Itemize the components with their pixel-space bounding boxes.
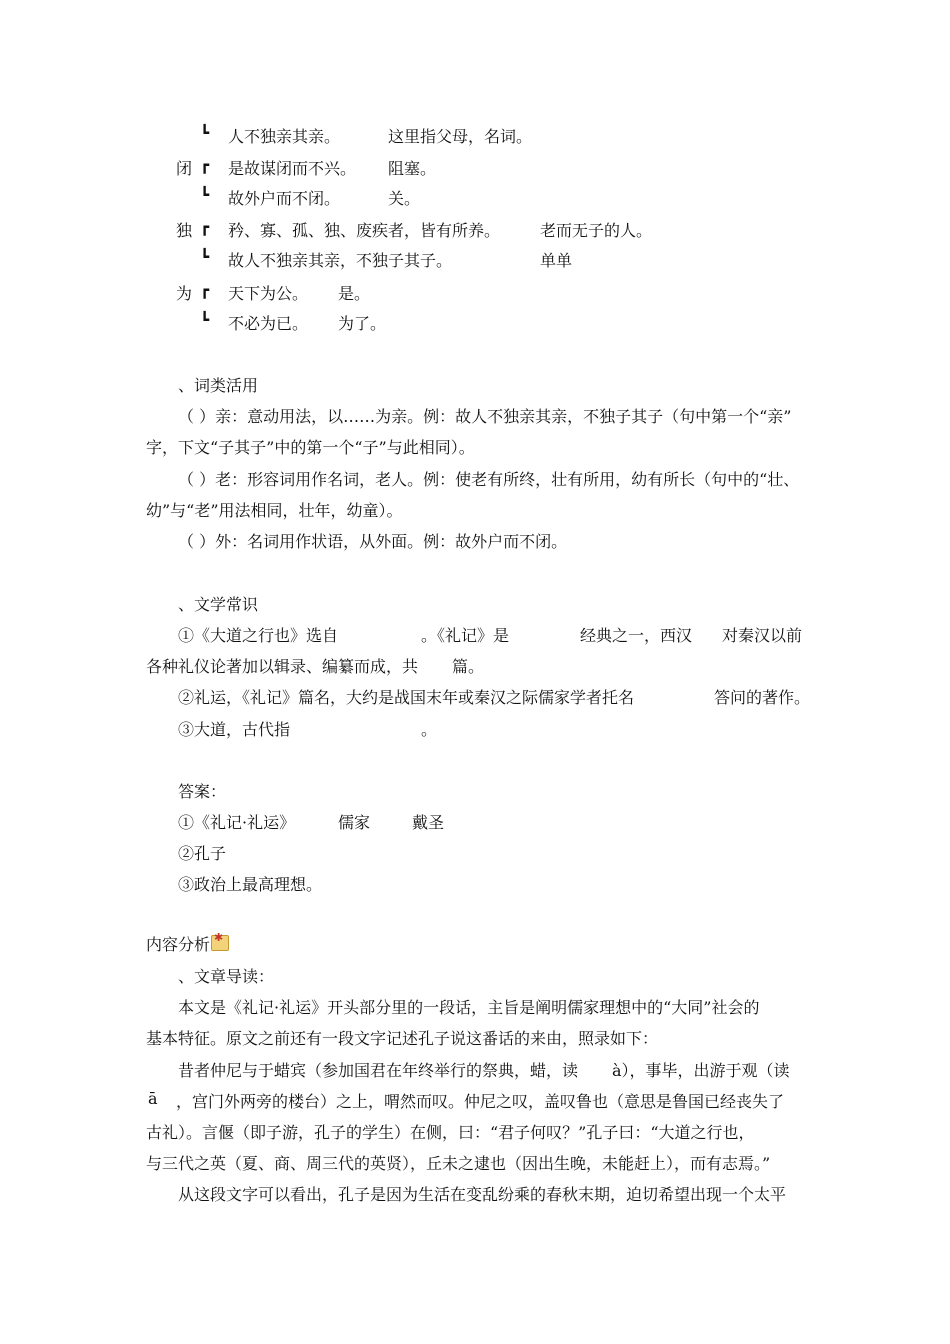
paragraph-line: ā — [148, 1089, 158, 1108]
paragraph-line: 本文是《礼记·礼运》开头部分里的一段话，主旨是阐明儒家理想中的“大同”社会的 — [178, 998, 760, 1017]
close-bracket-mark: ┗ — [200, 124, 210, 142]
paragraph-line: à），事毕，出游于观（读 — [612, 1061, 790, 1080]
vocab-example: 人不独亲其亲。 — [228, 127, 341, 146]
vocab-char-bi: 闭 — [176, 159, 193, 178]
paragraph-fragment: 经典之一，西汉 — [580, 626, 693, 645]
paragraph-fragment: 。 — [421, 720, 438, 739]
paragraph-line: 基本特征。原文之前还有一段文字记述孔子说这番话的来由，照录如下： — [146, 1029, 659, 1048]
vocab-meaning: 为了。 — [338, 314, 387, 333]
paragraph-fragment: ③大道，古代指 — [178, 720, 291, 739]
paragraph-line: 昔者仲尼与于蜡宾（参加国君在年终举行的祭典，蜡，读 — [178, 1061, 579, 1080]
answer-fragment: 儒家 — [338, 813, 371, 832]
paragraph-fragment: 各种礼仪论著加以辑录、编纂而成，共 — [146, 657, 419, 676]
close-bracket-mark: ┗ — [200, 248, 210, 266]
vocab-meaning: 老而无子的人。 — [540, 221, 653, 240]
answer-fragment: 戴圣 — [412, 813, 445, 832]
paragraph-fragment: 篇。 — [452, 657, 485, 676]
vocab-example: 故人不独亲其亲，不独子其子。 — [228, 251, 453, 270]
vocab-example: 矜、寡、孤、独、废疾者，皆有所养。 — [228, 221, 501, 240]
paragraph-line: （ ）亲：意动用法，以……为亲。例：故人不独亲其亲，不独子其子（句中第一个“亲” — [178, 407, 792, 426]
vocab-char-wei: 为 — [176, 284, 193, 303]
vocab-example: 是故谋闭而不兴。 — [228, 159, 357, 178]
open-bracket-mark: ┏ — [200, 281, 210, 299]
paragraph-line: （ ）老：形容词用作名词，老人。例：使老有所终，壮有所用，幼有所长（句中的“壮、 — [178, 470, 800, 489]
analysis-heading — [146, 932, 229, 955]
section-heading: 、文学常识 — [178, 595, 259, 614]
section-heading: 、词类活用 — [178, 376, 259, 395]
vocab-meaning: 单单 — [540, 251, 573, 270]
vocab-meaning: 阻塞。 — [388, 159, 437, 178]
vocab-meaning: 关。 — [388, 189, 421, 208]
section-heading: 答案： — [178, 782, 227, 801]
close-bracket-mark: ┗ — [200, 186, 210, 204]
paragraph-line: 幼”与“老”用法相同，壮年，幼童）。 — [146, 501, 403, 520]
open-bracket-mark: ┏ — [200, 218, 210, 236]
paragraph-fragment: 对秦汉以前 — [722, 626, 803, 645]
paragraph-fragment: ①《大道之行也》选自 — [178, 626, 339, 645]
answer-line: ③政治上最高理想。 — [178, 875, 323, 894]
paragraph-line: 字，下文“子其子”中的第一个“子”与此相同）。 — [146, 438, 475, 457]
answer-line: ②孔子 — [178, 844, 227, 863]
paragraph-fragment: 答问的著作。 — [714, 688, 811, 707]
vocab-meaning: 这里指父母，名词。 — [388, 127, 533, 146]
vocab-char-du: 独 — [176, 221, 193, 240]
answer-fragment: ①《礼记·礼运》 — [178, 813, 296, 832]
paragraph-line: 古礼）。言偃（即子游，孔子的学生）在侧，曰：“君子何叹？”孔子曰：“大道之行也， — [146, 1123, 755, 1142]
paragraph-line: ，宫门外两旁的楼台）之上，喟然而叹。仲尼之叹，盖叹鲁也（意思是鲁国已经丧失了 — [176, 1092, 785, 1111]
vocab-example: 故外户而不闭。 — [228, 189, 341, 208]
vocab-example: 不必为已。 — [228, 314, 309, 333]
paragraph-fragment: ②礼运，《礼记》篇名，大约是战国末年或秦汉之际儒家学者托名 — [178, 688, 635, 707]
analysis-heading-label: 内容分析 — [146, 935, 211, 954]
paragraph-line: 与三代之英（夏、商、周三代的英贤），丘未之逮也（因出生晚，未能赶上），而有志焉。” — [146, 1154, 771, 1173]
paragraph-fragment: 。《礼记》是 — [421, 626, 510, 645]
paragraph-line: 从这段文字可以看出，孔子是因为生活在变乱纷乘的春秋末期，迫切希望出现一个太平 — [178, 1185, 787, 1204]
section-subheading: 、文章导读： — [178, 967, 275, 986]
vocab-example: 天下为公。 — [228, 284, 309, 303]
close-bracket-mark: ┗ — [200, 311, 210, 329]
note-icon[interactable] — [211, 935, 229, 951]
paragraph-line: （ ）外：名词用作状语，从外面。例：故外户而不闭。 — [178, 532, 568, 551]
open-bracket-mark: ┏ — [200, 156, 210, 174]
vocab-meaning: 是。 — [338, 284, 371, 303]
